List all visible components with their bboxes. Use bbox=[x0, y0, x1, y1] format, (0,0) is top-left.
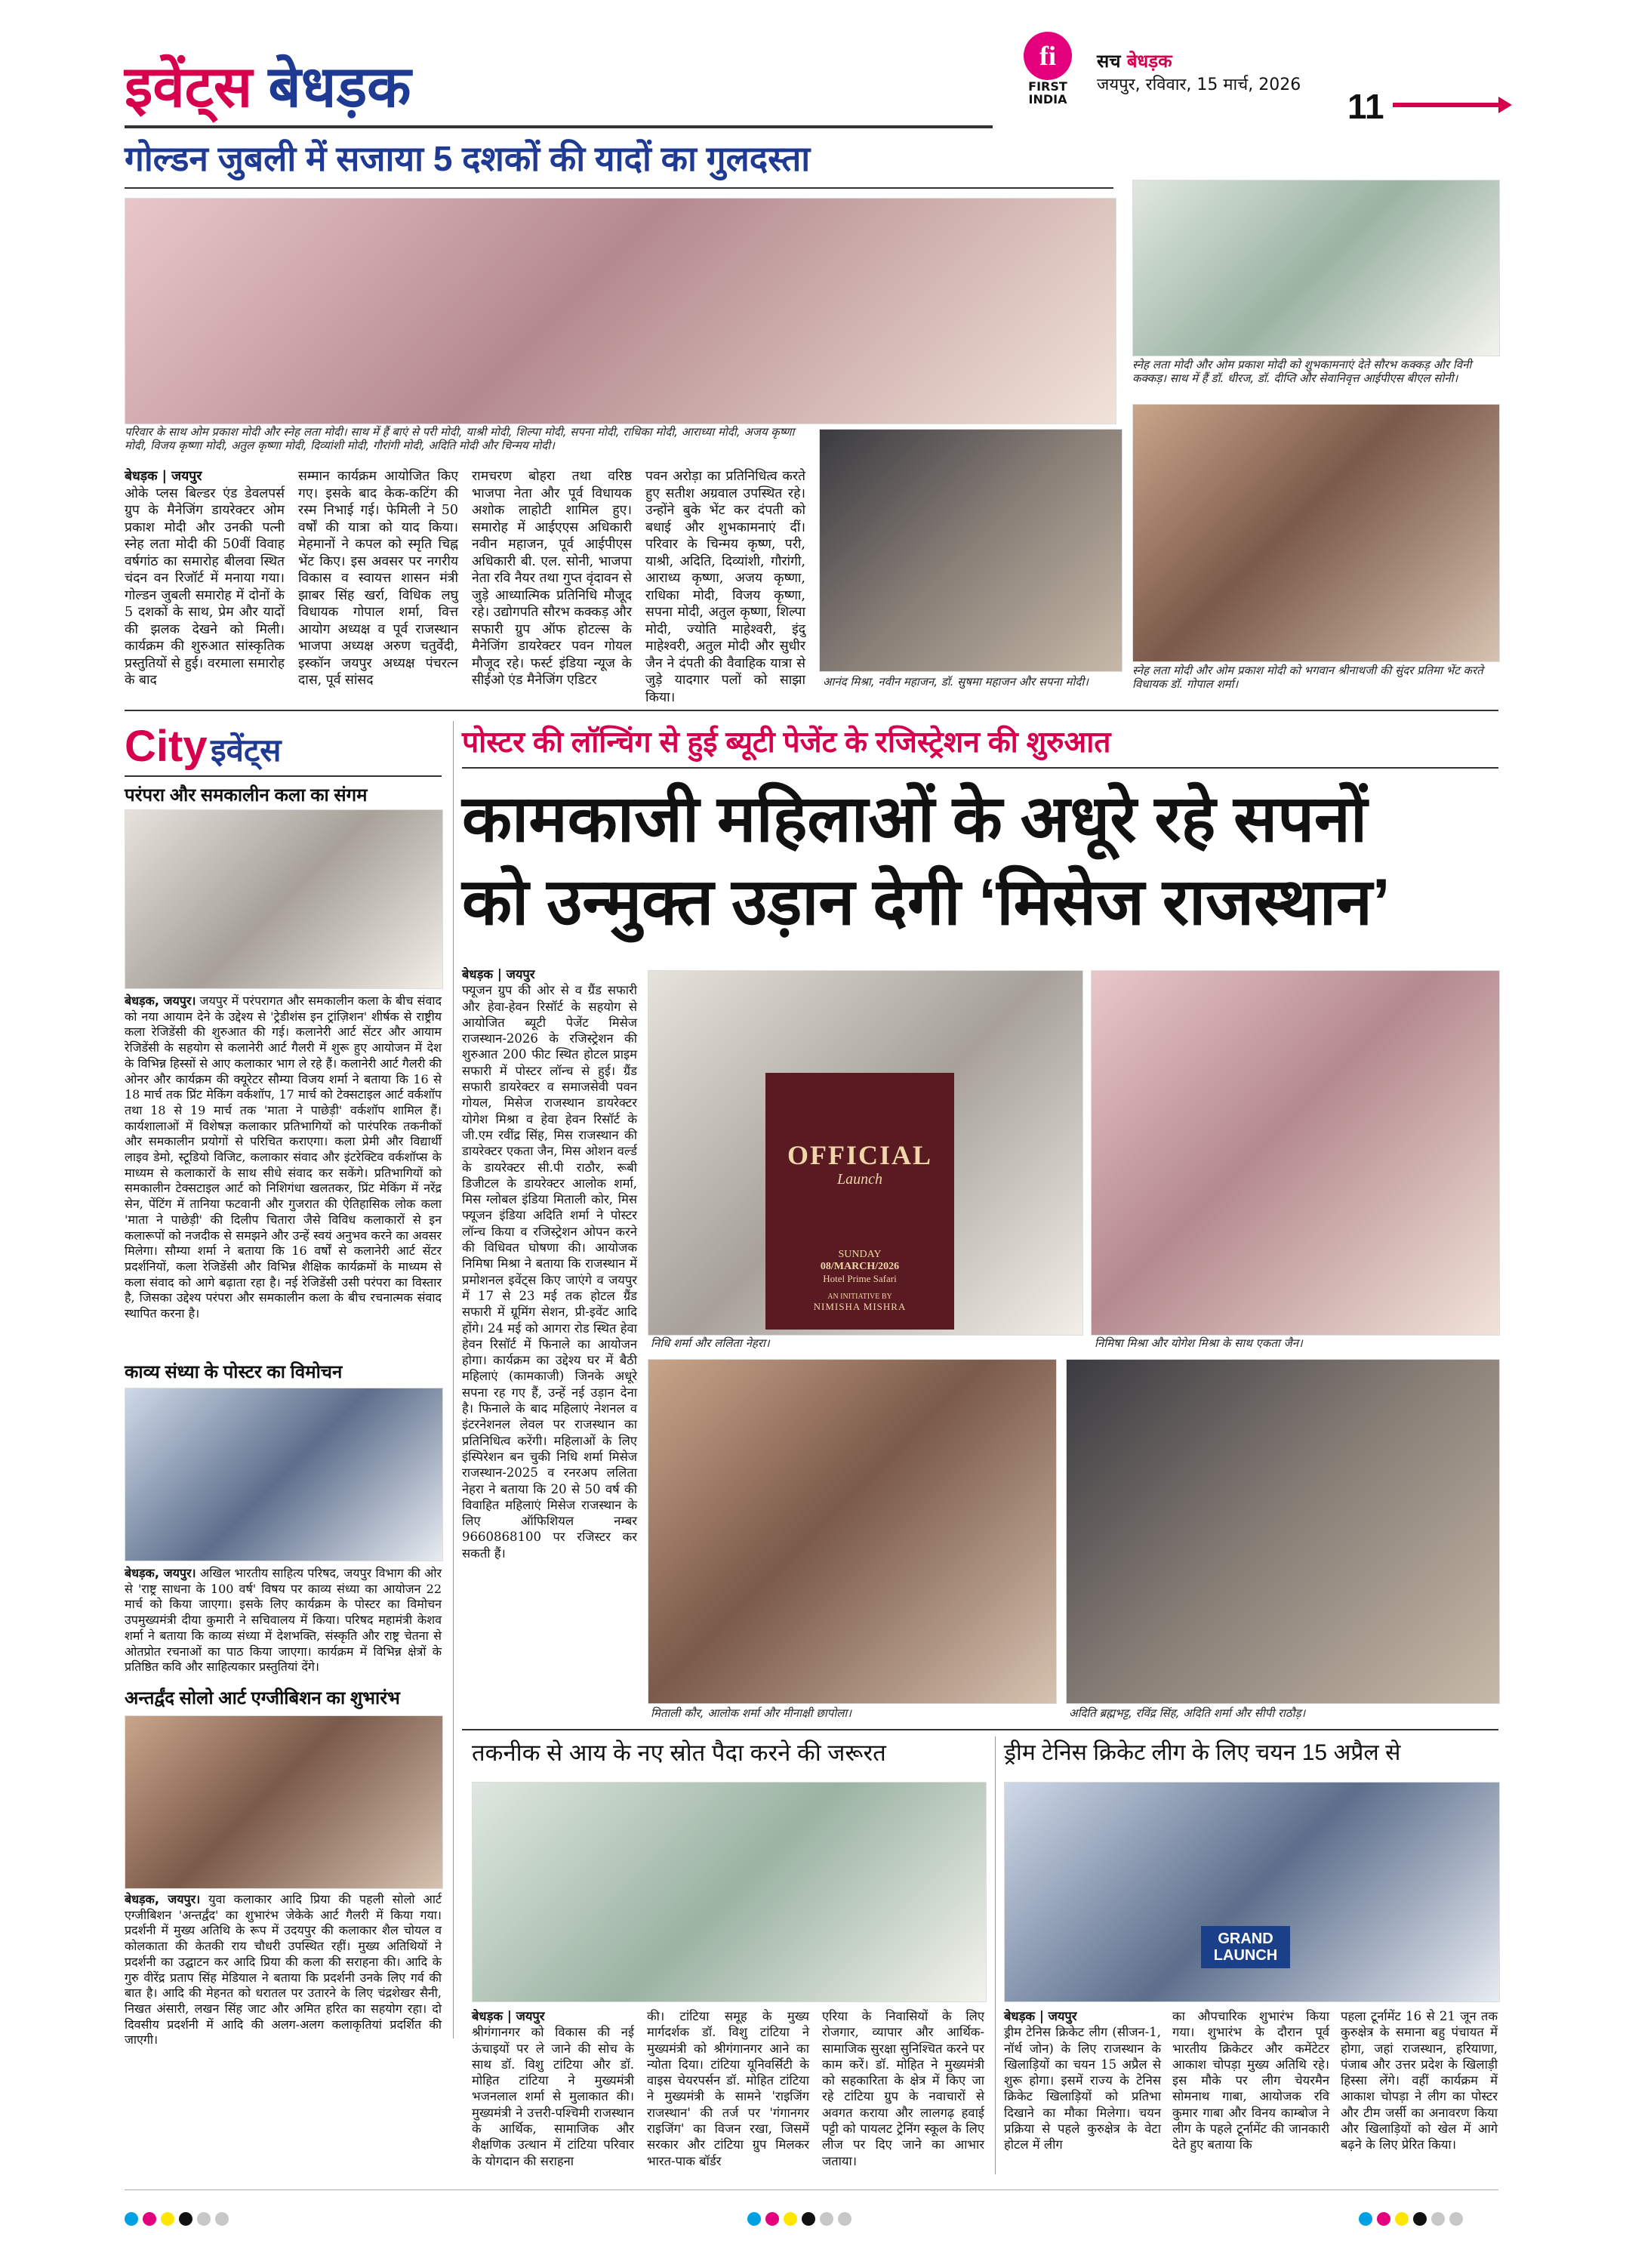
golden-jubilee-family-photo bbox=[125, 198, 1116, 424]
lead-bottom-rule bbox=[462, 1729, 1498, 1730]
grand-launch-sign: GRAND LAUNCH bbox=[1201, 1926, 1290, 1968]
idol-presentation-photo bbox=[1132, 404, 1500, 662]
poster-name: NIMISHA MISHRA bbox=[813, 1301, 907, 1312]
tech-col3: एरिया के निवासियों के लिए रोजगार, व्यापार और आर्थिक-सामाजिक सुरक्षा सुनिश्चित करने पर काम करें। डॉ. मोहित ने मुख्यमंत्री को सहकारिता के क्षेत्र में किए जा रहे टांटिया ग्रुप के नवाचारों से अवगत कराया और लालगढ़ हवाई पट्टी को पायलट ट्रेनिंग स्कूल के लिए लीज पर दिए जाने का आभार जताया। bbox=[822, 2009, 984, 2168]
story2-title: काव्य संध्या के पोस्टर का विमोचन bbox=[125, 1362, 343, 1382]
registration-dot bbox=[125, 2212, 138, 2226]
registration-dot bbox=[143, 2212, 156, 2226]
tech-headline: तकनीक से आय के नए स्रोत पैदा करने की जरूरत bbox=[472, 1740, 886, 1766]
logo-circle: fi bbox=[1024, 32, 1072, 80]
guests-photo-caption: आनंद मिश्रा, नवीन महाजन, डॉ. सुषमा महाजन और सपना मोदी। bbox=[823, 675, 1089, 689]
registration-dot bbox=[784, 2212, 797, 2226]
top-section-bottom-rule bbox=[125, 710, 1498, 711]
tech-col1: बेधड़क | जयपुर श्रीगंगानगर को विकास की नई ऊंचाइयों पर ले जाने की सोच के साथ डॉ. विशु टांटिया और डॉ. मोहित टांटिया ने मुख्यमंत्री भजनलाल शर्मा से मुलाकात की। मुख्यमंत्री ने उत्तरी-पश्चिमी राजस्थान के आर्थिक, सामाजिक और शैक्षणिक उत्थान में टांटिया परिवार के योगदान की सराहना bbox=[472, 2009, 634, 2168]
city-events-rule bbox=[125, 775, 442, 777]
top-story-text-1: ओके प्लस बिल्डर एंड डेवलपर्स ग्रुप के मैनेजिंग डायरेक्टर ओम प्रकाश मोदी और उनकी पत्नी स्नेह लता मोदी की 50वीं विवाह वर्षगांठ का समारोह बीलवा स्थित चंदन वन रिजॉर्ट में मनाया गया। गोल्डन जुबली समारोह में दोनों के 5 दशकों के साथ, प्रेम और यादों की झलक देखने को मिली। कार्यक्रम की शुरुआत सांस्कृतिक प्रस्तुतियों से हुई। वरमाला समारोह के बाद bbox=[125, 485, 285, 688]
pen-nib-decoration bbox=[1393, 103, 1506, 107]
registration-dot bbox=[1431, 2212, 1445, 2226]
lead-text: फ्यूजन ग्रुप की ओर से व ग्रैंड सफारी और हेवा-हेवन रिसॉर्ट के सहयोग से आयोजित ब्यूटी पेजेंट मिसेज राजस्थान-2026 के रजिस्ट्रेशन की शुरुआत 200 फीट स्थित होटल प्राइम सफारी में पोस्टर लॉन्च से हुई। ग्रैंड सफारी डायरेक्टर व समाजसेवी पवन गोयल, मिसेज राजस्थान डायरेक्टर योगेश मिश्रा व हेवा हेवन रिसॉर्ट के जी.एम रवींद्र सिंह, मिस राजस्थान की डायरेक्टर एकता जैन, मिस ओशन वर्ल्ड के डायरेक्टर सी.पी राठौर, रूबी डिजीटल के डायरेक्टर आलोक शर्मा, मिस ग्लोबल इंडिया मिताली कोर, मिस फ्यूजन इंडिया अदिति शर्मा ने पोस्टर लॉन्च किया व रजिस्ट्रेशन ओपन करने की विधिवत घोषणा की। आयोजक निमिषा मिश्रा ने बताया कि राजस्थान में प्रमोशनल इवेंट्स किए जाएंगे व जयपुर में 17 से 23 मई तक होटल ग्रैंड सफारी में ग्रूमिंग सेशन, प्री-इवेंट आदि होंगे। 24 मई को आगरा रोड स्थित हेवा हेवन रिसॉर्ट में फिनाले का आयोजन होगा। कार्यक्रम का उद्देश्य घर में बैठी महिलाएं (कामकाजी) जिनके अधूरे सपना रह गए हैं, उन्हें नई उड़ान देना है। फिनाले के बाद महिलाएं नेशनल व इंटरनेशनल लेवल पर राजस्थान का प्रतिनिधित्व करेंगी। महिलाओं के लिए इंस्पिरेशन बन चुकी निधि शर्मा मिसेज राजस्थान-2025 व रनरअप ललिता नेहरा ने बताया कि 20 से 50 वर्ष की विवाहित महिलाएं मिसेज राजस्थान के लिए ऑफिशियल नम्बर 9660868100 पर रजिस्टर कर सकती हैं। bbox=[462, 983, 637, 1561]
story3-body bbox=[125, 1892, 442, 2048]
lead-headline-line1: कामकाजी महिलाओं के अधूरे रहे सपनों bbox=[462, 783, 1368, 855]
section-title-bedhadak: बेधड़क bbox=[268, 55, 411, 119]
lead-kicker-rule bbox=[462, 767, 1498, 769]
top-story-col4: पवन अरोड़ा का प्रतिनिधित्व करते हुए सतीश अग्रवाल उपस्थित रहे। उन्होंने बुके भेंट कर दंपती को बधाई और शुभकामनाएं दीं। परिवार के चिन्मय कृष्ण, परी, याश्री, अदिति, दिव्यांशी, गौरांगी, आराध्य कृष्णा, अजय कृष्णा, राधिका मोदी, विजय कृष्णा, सपना मोदी, अतुल कृष्णा, शिल्पा मोदी, ज्योति माहेश्वरी, इंदु माहेश्वरी, अतुल मोदी और सुधीर जैन ने दंपती की वैवाहिक यात्रा से जुड़े यादगार पलों को साझा किया। bbox=[645, 469, 805, 705]
footer-rule bbox=[125, 2189, 1498, 2190]
registration-dot bbox=[820, 2212, 833, 2226]
section-title bbox=[125, 53, 411, 122]
story2-body bbox=[125, 1566, 442, 1676]
registration-dot bbox=[838, 2212, 851, 2226]
nimisha-yogesh-photo bbox=[1091, 970, 1500, 1336]
city-label: City bbox=[125, 722, 208, 771]
story1-title: परंपरा और समकालीन कला का संगम bbox=[125, 785, 368, 806]
top-story-col1: बेधड़क | जयपुर ओके प्लस बिल्डर एंड डेवलपर्स ग्रुप के मैनेजिंग डायरेक्टर ओम प्रकाश मोदी और उनकी पत्नी स्नेह लता मोदी की 50वीं विवाह वर्षगांठ का समारोह बीलवा स्थित चंदन वन रिजॉर्ट में मनाया गया। गोल्डन जुबली समारोह में दोनों के 5 दशकों के साथ, प्रेम और यादों की झलक देखने को मिली। कार्यक्रम की शुरुआत सांस्कृतिक प्रस्तुतियों से हुई। वरमाला समारोह के बाद bbox=[125, 469, 285, 688]
tennis-col1: बेधड़क | जयपुर ड्रीम टेनिस क्रिकेट लीग (सीजन-1, नॉर्थ जोन) के लिए राजस्थान के खिलाड़ियों का चयन 15 अप्रैल से शुरू होगा। इसमें राज्य के टेनिस क्रिकेट खिलाड़ियों को प्रतिभा दिखाने का मौका मिलेगा। चयन प्रक्रिया से पहले कुरुक्षेत्र के वेटा होटल में लीग bbox=[1004, 2009, 1161, 2152]
lead-photo4-caption: अदिति ब्रह्मभट्ट, रविंद्र सिंह, अदिति शर्मा और सीपी राठौड़। bbox=[1069, 1706, 1306, 1720]
official-launch-poster bbox=[765, 1073, 954, 1330]
poster-by: AN INITIATIVE BY bbox=[827, 1293, 892, 1301]
tech-text-1: श्रीगंगानगर को विकास की नई ऊंचाइयों पर ले जाने की सोच के साथ डॉ. विशु टांटिया और डॉ. मोहित टांटिया ने मुख्यमंत्री भजनलाल शर्मा से मुलाकात की। मुख्यमंत्री ने उत्तरी-पश्चिमी राजस्थान के आर्थिक, सामाजिक और शैक्षणिक उत्थान में टांटिया परिवार के योगदान की सराहना bbox=[472, 2025, 634, 2168]
logo-text-line1: FIRST bbox=[1028, 79, 1067, 94]
registration-dot bbox=[1413, 2212, 1427, 2226]
registration-dot bbox=[1395, 2212, 1409, 2226]
poster-launch-photo bbox=[648, 970, 1083, 1336]
guests-photo bbox=[819, 429, 1122, 672]
tech-tennis-divider bbox=[995, 1736, 996, 2174]
paper-prefix: सच bbox=[1097, 51, 1121, 72]
lead-headline-line2: को उन्मुक्त उड़ान देगी ‘मिसेज राजस्थान’ bbox=[462, 866, 1390, 938]
lead-dateline-city: जयपुर bbox=[506, 967, 535, 981]
art-residency-photo bbox=[125, 809, 443, 989]
greeting-photo bbox=[1132, 180, 1500, 356]
story1-body bbox=[125, 994, 442, 1352]
pen-nib-tip bbox=[1498, 97, 1512, 113]
date-line: जयपुर, रविवार, 15 मार्च, 2026 bbox=[1097, 75, 1301, 94]
registration-dot bbox=[179, 2212, 192, 2226]
lead-kicker: पोस्टर की लॉन्चिंग से हुई ब्यूटी पेजेंट के रजिस्ट्रेशन की शुरुआत bbox=[462, 726, 1111, 759]
mitali-alok-photo bbox=[648, 1359, 1057, 1704]
group-photo-pageant bbox=[1066, 1359, 1500, 1704]
top-story-col3: रामचरण बोहरा तथा वरिष्ठ भाजपा नेता और पूर्व विधायक अशोक लाहोटी शामिल हुए। समारोह में आईएएस अधिकारी नवीन महाजन, पूर्व आईपीएस अधिकारी बी. एल. सोनी, भाजपा नेता रवि नैयर तथा गुप्त वृंदावन से जुड़े आध्यात्मिक प्रतिनिधि मौजूद रहे। उद्योगपति सौरभ कक्कड़ और सफारी ग्रुप ऑफ होटल्स के मैनेजिंग डायरेक्टर पवन गोयल मौजूद रहे। फर्स्ट इंडिया न्यूज के सीईओ एंड मैनेजिंग एडिटर bbox=[472, 469, 632, 688]
paper-name bbox=[1097, 48, 1172, 73]
events-label: इवेंट्स bbox=[211, 732, 282, 768]
story1-text: जयपुर में परंपरागत और समकालीन कला के बीच संवाद को नया आयाम देने के उद्देश्य से 'ट्रेडीशंस इन ट्रांज़िशन' शीर्षक से राष्ट्रीय कला रेजिडेंसी की शुरुआत की गई। कलानेरी आर्ट सेंटर और आयाम रेजिडेंसी के सहयोग से कलानेरी आर्ट गैलरी में शुरू हुए आयोजन में देश के विभिन्न हिस्सों से आए कलाकार भाग ले रहे हैं। कलानेरी आर्ट गैलरी की ओनर और कार्यक्रम की क्यूरेटर सौम्या विजय शर्मा ने बताया कि 16 से 18 मार्च तक प्रिंट मेकिंग वर्कशॉप, 17 मार्च को टेक्सटाइल आर्ट वर्कशॉप तथा 18 से 19 मार्च तक 'माता ने पाछेड़ी' वर्कशॉप शामिल हैं। कार्यशालाओं में विशेषज्ञ कलाकार प्रतिभागियों को पारंपरिक तकनीकों और समकालीन प्रयोगों से परिचित कराएगा। कला प्रेमी और विद्यार्थी लाइव डेमो, स्टूडियो विजिट, कलाकार संवाद और इंटरेक्टिव वर्कशॉप्स के माध्यम से कलाकारों के साथ सीधे संवाद कर सकेंगे। प्रतिभागियों को समकालीन टेक्सटाइल आर्ट को निशिगंधा खलतकर, प्रिंट मेकिंग में नरेंद्र सेन, पेंटिंग में तानिया फटवानी और गुजरात की ऐतिहासिक लोक कला 'माता ने पाछेड़ी' की दिलीप चितारा जैसे विविध कलाकारों से इन कलारूपों को नजदीक से समझने और उन्हें स्वयं अनुभव करने का अवसर मिलेगा। सौम्या शर्मा ने बताया कि 16 वर्षों से कलानेरी आर्ट सेंटर प्रदर्शनियों, कला रेजिडेंसी और विभिन्न शैक्षिक कार्यक्रमों के माध्यम से कला संवाद को आगे बढ़ाता रहा है। नई रेजिडेंसी उसी परंपरा का विस्तार है, जिसका उद्देश्य परंपरा और समकालीन कला के बीच रचनात्मक संवाद स्थापित करना है। bbox=[125, 994, 442, 1321]
poster-title: OFFICIAL bbox=[787, 1140, 932, 1170]
tech-col2: की। टांटिया समूह के मुख्य मार्गदर्शक डॉ. विशु टांटिया ने मुख्यमंत्री को श्रीगंगानगर आने का न्योता दिया। टांटिया यूनिवर्सिटी के वाइस चेयरपर्सन डॉ. मोहित टांटिया ने मुख्यमंत्री के सामने 'राइजिंग राजस्थान' की तर्ज पर 'गंगानगर राइजिंग' का विजन रखा, जिसमें सरकार और टांटिया ग्रुप मिलकर भारत-पाक बॉर्डर bbox=[647, 2009, 809, 2168]
lead-photo3-caption: मिताली कौर, आलोक शर्मा और मीनाक्षी छापोला। bbox=[651, 1706, 851, 1720]
story3-text: युवा कलाकार आदि प्रिया की पहली सोलो आर्ट एग्जीबिशन 'अन्तर्द्वंद' का शुभारंभ जेकेके आर्ट गैलरी में किया गया। प्रदर्शनी में मुख्य अतिथि के रूप में उदयपुर की कलाकार शैल चोयल व कोलकाता की केतकी राय चौधरी उपस्थित रहीं। मुख्य अतिथियों ने प्रदर्शनी का उद्घाटन कर आदि प्रिया की कला की सराहना की। आदि के गुरु वीरेंद्र प्रताप सिंह मेडियाल ने बताया कि प्रदर्शनी उनके लिए गर्व की बात है। आदि की मेहनत को धरातल पर उतारने के लिए चंद्रशेखर सैनी, निखत अंसारी, लखन सिंह जाट और अमित हरित का सहयोग रहा। दो दिवसीय प्रदर्शनी में आदि की अलग-अलग कलाकृतियां प्रदर्शित की जाएगी। bbox=[125, 1892, 442, 2048]
left-column-divider bbox=[453, 721, 454, 2038]
story2-text: अखिल भारतीय साहित्य परिषद, जयपुर विभाग की ओर से 'राष्ट्र साधना के 100 वर्ष' विषय पर काव्य संध्या का आयोजन 22 मार्च को किया जाएगा। इसके लिए कार्यक्रम के पोस्टर का विमोचन उपमुख्यमंत्री दीया कुमारी ने सचिवालय में किया। परिषद महामंत्री केशव शर्मा ने बताया कि काव्य संध्या में देशभक्ति, संस्कृति और राष्ट्र चेतना से ओतप्रोत रचनाओं का पाठ किया जाएगा। कार्यक्रम में विभिन्न क्षेत्रों के प्रतिष्ठित कवि और साहित्यकार प्रस्तुतियां देंगे। bbox=[125, 1566, 442, 1675]
top-headline-rule bbox=[125, 187, 1113, 189]
registration-dot bbox=[1449, 2212, 1463, 2226]
main-photo-caption: परिवार के साथ ओम प्रकाश मोदी और स्नेह लता मोदी। साथ में हैं बाएं से परी मोदी, याश्री मोदी, शिल्पा मोदी, सपना मोदी, राधिका मोदी, आराध्या मोदी, अजय कृष्णा मोदी, विजय कृष्णा मोदी, अतुल कृष्णा मोदी, दिव्यांशी मोदी, गौरांगी मोदी, अदिति मोदी और चिन्मय मोदी। bbox=[125, 425, 795, 452]
logo-text-line2: INDIA bbox=[1028, 92, 1067, 106]
registration-dot bbox=[197, 2212, 211, 2226]
top-story-dateline: बेधड़क bbox=[125, 469, 158, 484]
masthead bbox=[125, 41, 1506, 136]
poster-venue: Hotel Prime Safari bbox=[823, 1273, 897, 1284]
tennis-league-photo bbox=[1004, 1782, 1500, 2002]
registration-dots-center bbox=[747, 2212, 856, 2226]
city-events-label bbox=[125, 721, 282, 772]
tennis-dateline: बेधड़क bbox=[1004, 2009, 1036, 2023]
poster-date: 08/MARCH/2026 bbox=[820, 1261, 900, 1272]
tech-meeting-photo bbox=[472, 1782, 987, 2002]
tennis-text-1: ड्रीम टेनिस क्रिकेट लीग (सीजन-1, नॉर्थ जोन) के लिए राजस्थान के खिलाड़ियों का चयन 15 अप्रैल से शुरू होगा। इसमें राज्य के टेनिस क्रिकेट खिलाड़ियों को प्रतिभा दिखाने का मौका मिलेगा। चयन प्रक्रिया से पहले कुरुक्षेत्र के वेटा होटल में लीग bbox=[1004, 2025, 1161, 2152]
registration-dot bbox=[1359, 2212, 1372, 2226]
first-india-logo bbox=[1019, 32, 1076, 122]
top-story-col2: सम्मान कार्यक्रम आयोजित किए गए। इसके बाद केक-कटिंग की रस्म निभाई गई। फेमिली ने 50 वर्षों की यात्रा को याद किया। मेहमानों ने कपल को स्मृति चिह्न भेंट किए। इस अवसर पर नगरीय विकास व स्वायत्त शासन मंत्री झाबर सिंह खर्रा, विधिक लघु विधायक गोपाल शर्मा, वित्त आयोग अध्यक्ष व पूर्व राजस्थान भाजपा अध्यक्ष अरुण चतुर्वेदी, इस्कॉन जयपुर अध्यक्ष पंचरत्न दास, पूर्व सांसद bbox=[298, 469, 458, 688]
top-story-headline: गोल्डन जुबली में सजाया 5 दशकों की यादों का गुलदस्ता bbox=[125, 139, 811, 178]
poster-subtitle: Launch bbox=[837, 1171, 882, 1188]
poster-release-photo bbox=[125, 1388, 443, 1561]
registration-dot bbox=[161, 2212, 174, 2226]
idol-presentation-caption: स्नेह लता मोदी और ओम प्रकाश मोदी को भगवान श्रीनाथजी की सुंदर प्रतिमा भेंट करते विधायक डॉ. गोपाल शर्मा। bbox=[1132, 664, 1483, 691]
registration-dot bbox=[215, 2212, 229, 2226]
story3-dateline: बेधड़क, जयपुर। bbox=[125, 1892, 201, 1906]
tech-dateline-city: जयपुर bbox=[516, 2009, 545, 2023]
registration-dot bbox=[765, 2212, 779, 2226]
registration-dots-left bbox=[125, 2212, 233, 2226]
tennis-col3: पहला टूर्नामेंट 16 से 21 जून तक कुरुक्षेत्र के समाना बहु पंचायत में होगा, जहां राजस्थान, हरियाणा, पंजाब और उत्तर प्रदेश के खिलाड़ी हिस्सा लेंगे। वहीं कार्यक्रम में आकाश चोपड़ा ने लीग का पोस्टर और टीम जर्सी का अनावरण किया और खिलाड़ियों को खेल में आगे बढ़ने के लिए प्रेरित किया। bbox=[1341, 2009, 1498, 2152]
paper-name-text: बेधड़क bbox=[1126, 51, 1172, 72]
story1-dateline: बेधड़क, जयपुर। bbox=[125, 994, 196, 1008]
lead-body: बेधड़क | जयपुर फ्यूजन ग्रुप की ओर से व ग्रैंड सफारी और हेवा-हेवन रिसॉर्ट के सहयोग से आयोजित ब्यूटी पेजेंट मिसेज राजस्थान-2026 के रजिस्ट्रेशन की शुरुआत 200 फीट स्थित होटल प्राइम सफारी में पोस्टर लॉन्च से हुई। ग्रैंड सफारी डायरेक्टर व समाजसेवी पवन गोयल, मिसेज राजस्थान डायरेक्टर योगेश मिश्रा व हेवा हेवन रिसॉर्ट के जी.एम रवींद्र सिंह, मिस राजस्थान की डायरेक्टर एकता जैन, मिस ओशन वर्ल्ड के डायरेक्टर सी.पी राठौर, रूबी डिजीटल के डायरेक्टर आलोक शर्मा, मिस ग्लोबल इंडिया मिताली कोर, मिस फ्यूजन इंडिया अदिति शर्मा ने पोस्टर लॉन्च किया व रजिस्ट्रेशन ओपन करने की विधिवत घोषणा की। आयोजक निमिषा मिश्रा ने बताया कि राजस्थान में प्रमोशनल इवेंट्स किए जाएंगे व जयपुर में 17 से 23 मई तक होटल ग्रैंड सफारी में ग्रूमिंग सेशन, प्री-इवेंट आदि होंगे। 24 मई को आगरा रोड स्थित हेवा हेवन रिसॉर्ट में फिनाले का आयोजन होगा। कार्यक्रम का उद्देश्य घर में बैठी महिलाएं (कामकाजी) जिनके अधूरे सपना रह गए हैं, उन्हें नई उड़ान देना है। फिनाले के बाद महिलाएं नेशनल व इंटरनेशनल लेवल पर राजस्थान का प्रतिनिधित्व करेंगी। महिलाओं के लिए इंस्पिरेशन बन चुकी निधि शर्मा मिसेज राजस्थान-2025 व रनरअप ललिता नेहरा ने बताया कि 20 से 50 वर्ष की विवाहित महिलाएं मिसेज राजस्थान के लिए ऑफिशियल नम्बर 9660868100 पर रजिस्टर कर सकती हैं। bbox=[462, 967, 637, 1561]
registration-dot bbox=[1377, 2212, 1390, 2226]
lead-photo2-caption: निमिषा मिश्रा और योगेश मिश्रा के साथ एकता जैन। bbox=[1095, 1336, 1303, 1350]
art-exhibition-photo bbox=[125, 1715, 443, 1889]
page-number: 11 bbox=[1347, 87, 1384, 126]
registration-dots-right bbox=[1359, 2212, 1467, 2226]
masthead-underline bbox=[125, 125, 993, 128]
lead-headline bbox=[462, 778, 1498, 944]
tennis-dateline-city: जयपुर bbox=[1048, 2009, 1077, 2023]
tennis-col2: का औपचारिक शुभारंभ किया गया। शुभारंभ के दौरान पूर्व भारतीय क्रिकेटर और कमेंटेटर आकाश चोपड़ा मुख्य अतिथि रहे। इस मौके पर लीग चेयरमैन सोमनाथ गाबा, आयोजक रवि कुमार गाबा और विनय काम्बोज ने लीग के पहले टूर्नामेंट की जानकारी देते हुए बताया कि bbox=[1172, 2009, 1329, 2152]
lead-dateline: बेधड़क bbox=[462, 967, 494, 981]
tech-dateline: बेधड़क bbox=[472, 2009, 504, 2023]
story2-dateline: बेधड़क, जयपुर। bbox=[125, 1566, 196, 1580]
registration-dot bbox=[802, 2212, 815, 2226]
top-story-dateline-city: जयपुर bbox=[171, 469, 202, 484]
section-title-events: इवेंट्स bbox=[125, 55, 253, 119]
registration-dot bbox=[747, 2212, 761, 2226]
greeting-photo-caption: स्नेह लता मोदी और ओम प्रकाश मोदी को शुभकामनाएं देते सौरभ कक्कड़ और विनी कक्कड़। साथ में हैं डॉ. धीरज, डॉ. दीप्ति और सेवानिवृत्त आईपीएस बीएल सोनी। bbox=[1132, 358, 1472, 385]
story3-title: अन्तर्द्वंद सोलो आर्ट एग्जीबिशन का शुभारंभ bbox=[125, 1688, 400, 1709]
poster-day: SUNDAY bbox=[838, 1249, 882, 1260]
lead-photo1-caption: निधि शर्मा और ललिता नेहरा। bbox=[651, 1336, 770, 1350]
tennis-headline: ड्रीम टेनिस क्रिकेट लीग के लिए चयन 15 अप्रैल से bbox=[1004, 1740, 1401, 1765]
